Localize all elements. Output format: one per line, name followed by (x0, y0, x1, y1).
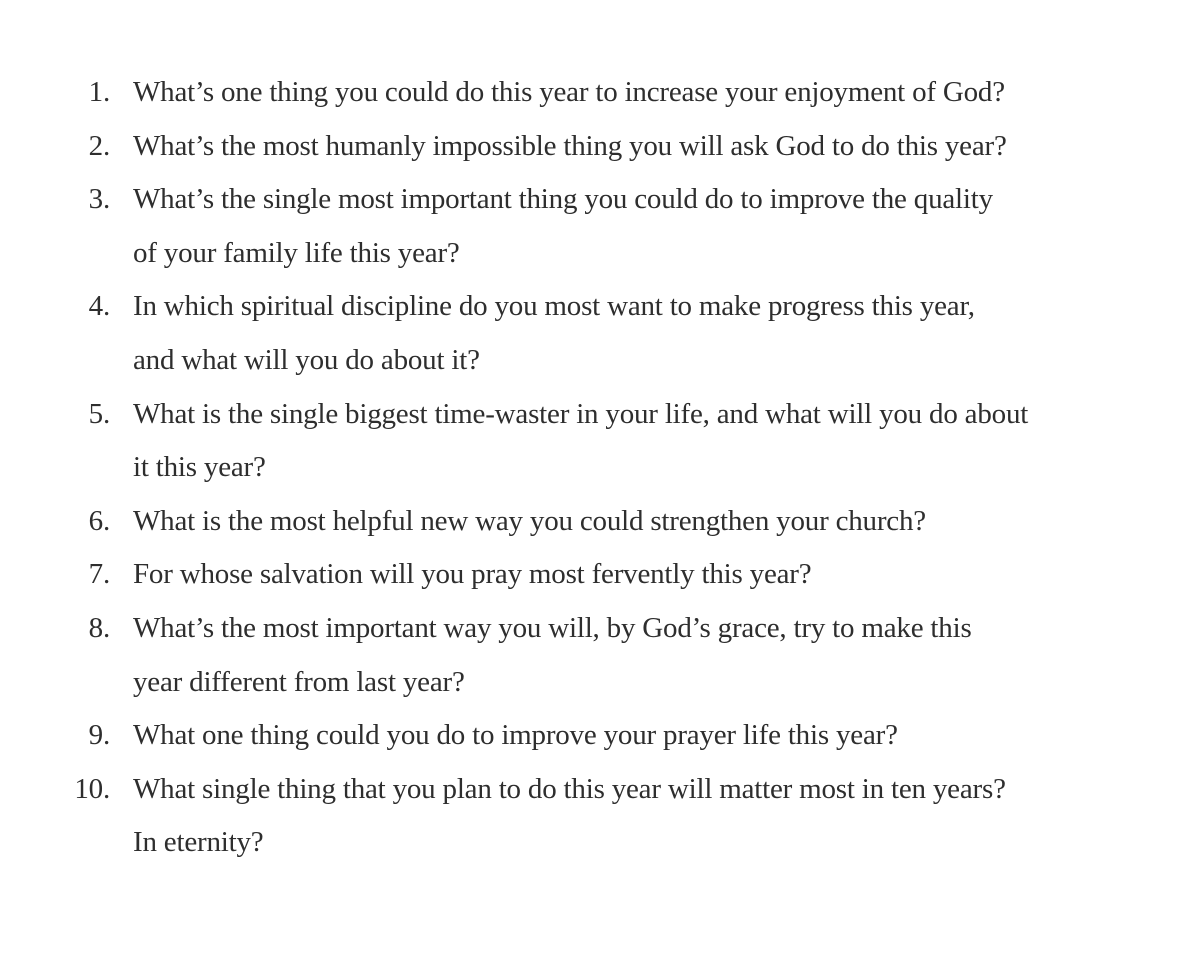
list-item-text: What’s the most important way you will, by God’s grace, try to make this (133, 611, 972, 644)
list-item-text: What is the single biggest time-waster in your life, and what will you do about (133, 397, 1029, 430)
list-item (0, 66, 1200, 120)
list-number: 1. (88, 76, 110, 108)
list-item (0, 548, 1200, 602)
list-number: 3. (88, 183, 110, 216)
list-item (0, 709, 1200, 763)
list-item (0, 280, 1200, 387)
list-item (0, 173, 1200, 280)
list-number: 10. (74, 772, 110, 805)
list-item-text-continued: of your family life this year? (133, 236, 460, 269)
list-item-text-continued: and what will you do about it? (133, 343, 480, 376)
list-number: 2. (88, 129, 110, 162)
question-list (0, 66, 1200, 870)
list-item-text-continued: In eternity? (133, 826, 264, 859)
list-item-text-continued: it this year? (133, 451, 266, 484)
list-item-text: For whose salvation will you pray most fervently this year? (133, 558, 812, 591)
list-item-text: What’s the most humanly impossible thing you will ask God to do this year? (133, 129, 1007, 162)
list-number: 9. (88, 719, 110, 752)
list-item-text: What’s one thing you could do this year to increase your enjoyment of God? (133, 76, 1005, 108)
list-number: 7. (88, 558, 110, 591)
list-item-text-continued: year different from last year? (133, 665, 465, 698)
list-item (0, 388, 1200, 495)
list-number: 4. (88, 290, 110, 323)
list-number: 8. (88, 611, 110, 644)
list-number: 5. (88, 397, 110, 430)
list-item (0, 602, 1200, 709)
list-item-text: What is the most helpful new way you could strengthen your church? (133, 504, 926, 537)
list-item (0, 120, 1200, 174)
list-item-text: What single thing that you plan to do this year will matter most in ten years? (133, 772, 1006, 805)
list-item (0, 495, 1200, 549)
list-number: 6. (88, 504, 110, 537)
list-item-text: What one thing could you do to improve your prayer life this year? (133, 719, 898, 752)
list-item (0, 763, 1200, 870)
list-item-text: What’s the single most important thing you could do to improve the quality (133, 183, 993, 216)
list-item-text: In which spiritual discipline do you most want to make progress this year, (133, 290, 975, 323)
